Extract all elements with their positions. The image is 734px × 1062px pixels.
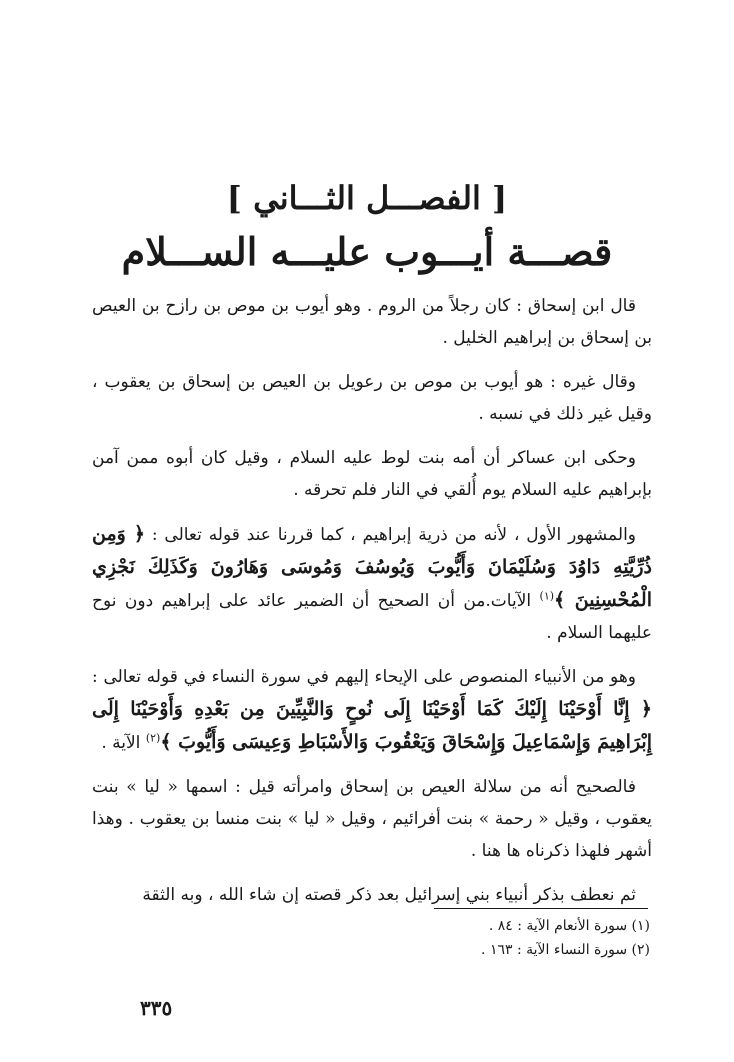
body-text bbox=[92, 290, 652, 923]
paragraph: ثم نعطف بذكر أنبياء بني إسرائيل بعد ذكر قصته إن شاء الله ، وبه الثقة bbox=[142, 885, 636, 905]
paragraph-with-verse bbox=[92, 661, 652, 759]
footnote: (١) سورة الأنعام الآية : ٨٤ . bbox=[488, 918, 650, 934]
paragraph: قال ابن إسحاق : كان رجلاً من الروم . وهو أيوب بن موص بن رازح بن العيص بن إسحاق بن إبراهيم الخليل . bbox=[92, 296, 652, 348]
paragraph-text: الآيات.من أن الصحيح أن الضمير عائد على إبراهيم دون نوح عليهما السلام . bbox=[92, 591, 652, 643]
paragraph: وقال غيره : هو أيوب بن موص بن رعويل بن العيص بن إسحاق بن يعقوب ، وقيل غير ذلك في نسبه . bbox=[92, 372, 652, 424]
footnotes bbox=[90, 914, 650, 962]
paragraph: وحكى ابن عساكر أن أمه بنت لوط عليه السلام ، وقيل كان أبوه ممن آمن بإبراهيم عليه السلام يوم أُلقي في النار فلم تحرقه . bbox=[92, 448, 652, 500]
footnote-reference: (١) bbox=[539, 589, 555, 603]
footnote-reference: (٢) bbox=[145, 731, 161, 745]
paragraph-with-verse bbox=[92, 518, 652, 649]
paragraph-text: وهو من الأنبياء المنصوص على الإيحاء إليهم في سورة النساء في قوله تعالى : bbox=[92, 667, 636, 687]
quran-verse: ﴿ إِنَّا أَوْحَيْنَا إِلَيْكَ كَمَا أَوْحَيْنَا إِلَى نُوحٍ وَالنَّبِيِّينَ مِن بَعْدِهِ وَأَوْحَيْنَا إِلَى إِبْرَاهِيمَ وَإِسْمَاعِيلَ وَإِسْحَاقَ وَيَعْقُوبَ وَالأَسْبَاطِ وَعِيسَى وَأَيُّوبَ ﴾ bbox=[92, 698, 652, 753]
footnote-divider bbox=[434, 908, 648, 909]
page-number: ٣٣٥ bbox=[140, 996, 173, 1020]
paragraph-text: الآية . bbox=[101, 733, 141, 753]
story-title: قصـــة أيـــوب عليـــه الســـلام bbox=[121, 229, 613, 274]
chapter-heading: [ الفصـــل الثـــاني ] bbox=[226, 179, 508, 217]
footnote: (٢) سورة النساء الآية : ١٦٣ . bbox=[481, 942, 650, 958]
paragraph: فالصحيح أنه من سلالة العيص بن إسحاق وامرأته قيل : اسمها « ليا » بنت يعقوب ، وقيل « رحمة » بنت أفرائيم ، وقيل « ليا » بنت منسا بن يعقوب . وهذا أشهر فلهذا ذكرناه ها هنا . bbox=[92, 777, 652, 861]
quran-verse: ﴿ وَمِن ذُرِّيَّتِهِ دَاوُدَ وَسُلَيْمَانَ وَأَيُّوبَ وَيُوسُفَ وَمُوسَى وَهَارُونَ وَكَذَلِكَ نَجْزِي الْمُحْسِنِينَ ﴾ bbox=[92, 523, 652, 611]
paragraph-text: والمشهور الأول ، لأنه من ذرية إبراهيم ، كما قررنا عند قوله تعالى : bbox=[151, 525, 637, 545]
